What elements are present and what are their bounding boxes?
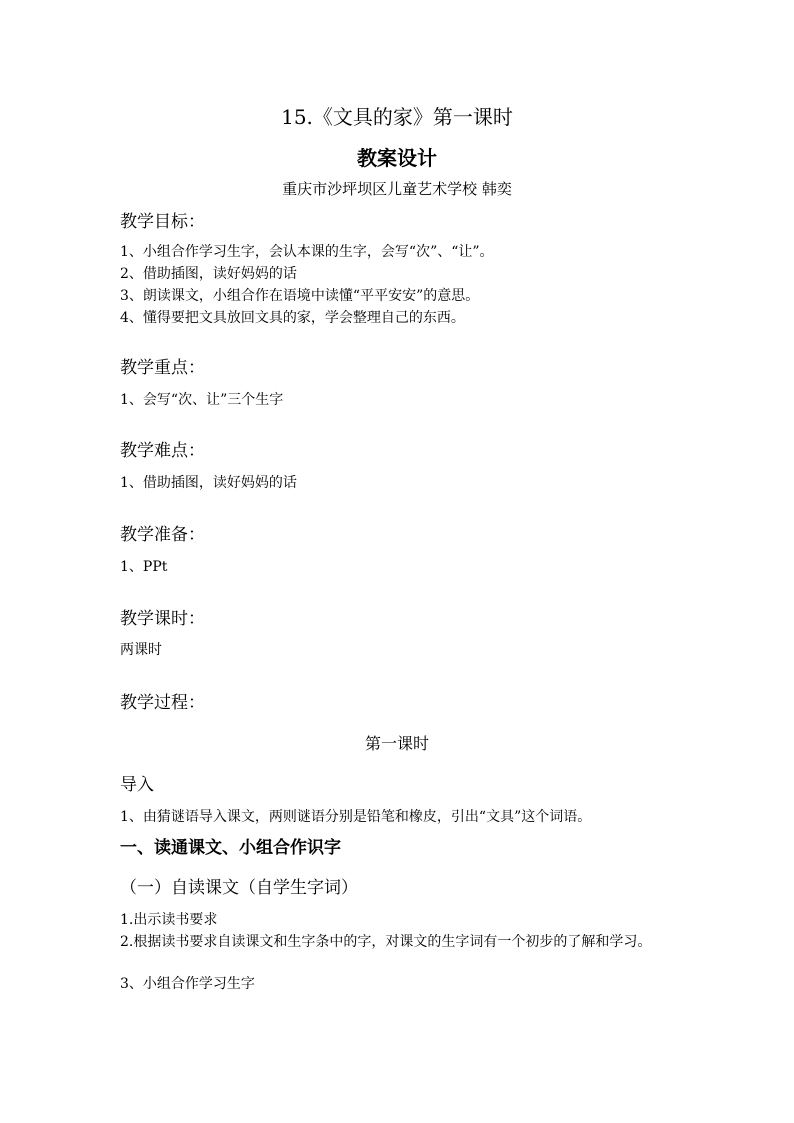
step-item-2: 2.根据读书要求自读课文和生字条中的字，对课文的生字词有一个初步的了解和学习。 [120,934,652,950]
document-title: 15.《文具的家》第一课时 [281,105,513,129]
section-1-heading: 一、读通课文、小组合作识字 [120,838,341,858]
objectives-heading: 教学目标： [120,212,205,232]
intro-text: 1、由猜谜语导入课文，两则谜语分别是铅笔和橡皮，引出“文具”这个词语。 [120,809,592,825]
subsection-1-heading: （一）自读课文（自学生字词） [120,878,358,898]
key-point-item-1: 1、会写“次、让”三个生字 [120,392,284,408]
objective-item-1: 1、小组合作学习生字，会认本课的生字，会写“次”、“让”。 [120,244,494,260]
objective-item-3: 3、朗读课文，小组合作在语境中读懂“平平安安”的意思。 [120,288,480,304]
document-author: 重庆市沙坪坝区儿童艺术学校 韩奕 [282,180,512,198]
document-subtitle: 教案设计 [357,146,437,170]
objective-item-4: 4、懂得要把文具放回文具的家，学会整理自己的东西。 [120,310,465,326]
preparation-heading: 教学准备： [120,525,205,545]
difficulty-item-1: 1、借助插图，读好妈妈的话 [120,475,297,491]
class-hours-heading: 教学课时： [120,609,205,629]
difficulties-heading: 教学难点： [120,441,205,461]
step-item-3: 3、小组合作学习生字 [120,976,255,992]
preparation-item-1: 1、PPt [120,559,168,575]
objective-item-2: 2、借助插图，读好妈妈的话 [120,266,297,282]
key-points-heading: 教学重点： [120,358,205,378]
class-hours-value: 两课时 [120,642,162,658]
lesson-title: 第一课时 [364,734,429,753]
intro-heading: 导入 [120,775,154,795]
step-item-1: 1.出示读书要求 [120,912,218,928]
process-heading: 教学过程： [120,693,205,713]
